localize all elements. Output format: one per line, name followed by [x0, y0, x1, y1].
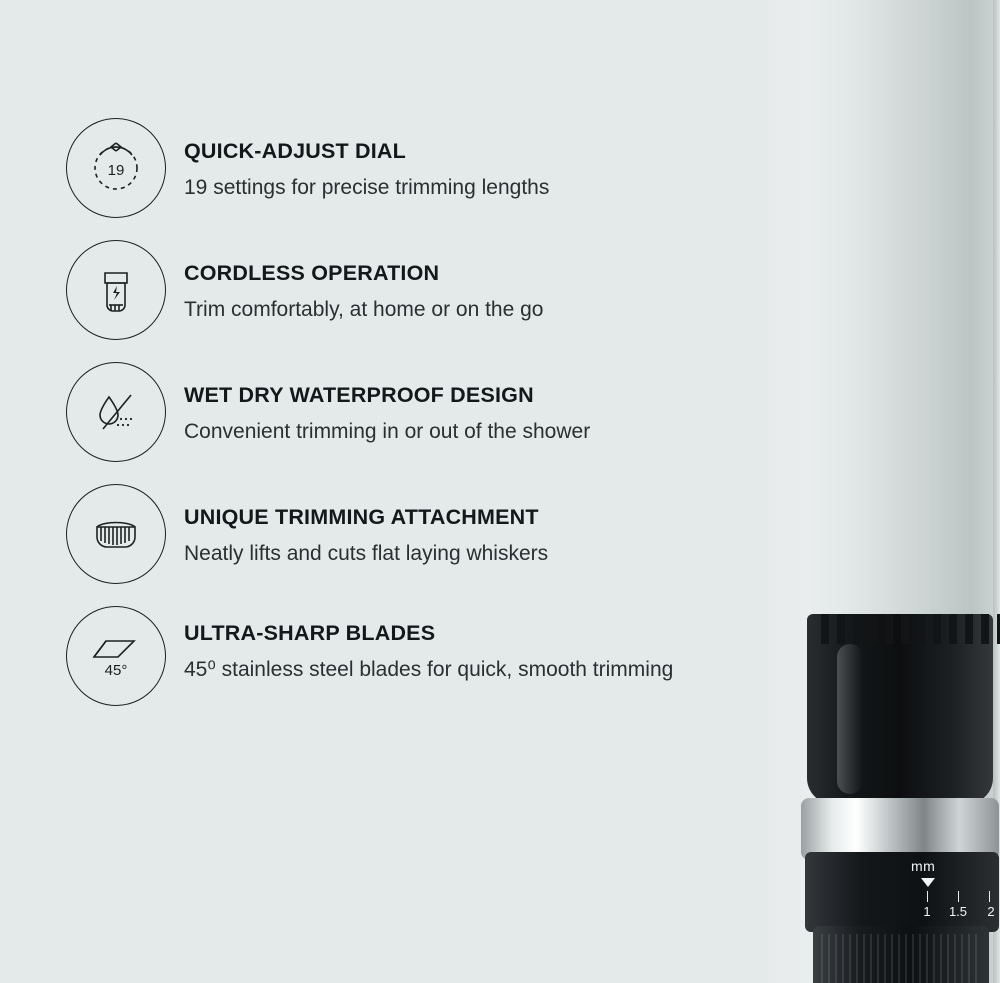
dial-number-1: 1: [923, 904, 931, 919]
trimmer-head: [807, 614, 993, 804]
feature-description: Trim comfortably, at home or on the go: [184, 297, 544, 321]
feature-description: 45⁰ stainless steel blades for quick, smooth trimming: [184, 657, 674, 681]
beard-trimmer-product-image: [795, 600, 1000, 983]
waterdrop-icon: [66, 362, 166, 462]
feature-item-trimming-attachment: [66, 484, 766, 584]
feature-description: Neatly lifts and cuts flat laying whiskers: [184, 541, 549, 565]
comb-attachment-icon: [66, 484, 166, 584]
dial-pointer-icon: [921, 878, 935, 887]
feature-description: 19 settings for precise trimming lengths: [184, 175, 550, 199]
feature-item-ultra-sharp-blades: [66, 606, 766, 706]
feature-text-block: [184, 240, 543, 324]
dial-number-3: 2: [987, 904, 995, 919]
comb-teeth: [821, 614, 1000, 644]
head-highlight: [837, 644, 863, 794]
chrome-ring: [801, 798, 999, 860]
feature-title: WET DRY WATERPROOF DESIGN: [184, 383, 534, 407]
feature-description: Convenient trimming in or out of the shower: [184, 419, 591, 443]
feature-list: [66, 118, 766, 706]
dial-number-2: 1.5: [948, 904, 968, 919]
blade-angle-value: 45°: [104, 662, 128, 679]
dial-ticks: [891, 891, 1000, 903]
feature-item-cordless-operation: [66, 240, 766, 340]
dial-icon-value: 19: [107, 162, 125, 179]
feature-title: ULTRA-SHARP BLADES: [184, 621, 436, 645]
feature-title: QUICK-ADJUST DIAL: [184, 139, 406, 163]
feature-text-block: [184, 118, 549, 202]
feature-item-quick-adjust-dial: [66, 118, 766, 218]
feature-text-block: [184, 606, 673, 684]
dial-unit-label: mm: [911, 858, 936, 874]
feature-text-block: [184, 484, 548, 568]
feature-title: CORDLESS OPERATION: [184, 261, 440, 285]
cordless-trimmer-icon: [66, 240, 166, 340]
dial-scale: [891, 858, 1000, 936]
blade-angle-icon: [66, 606, 166, 706]
dial-numbers: [891, 904, 1000, 922]
quick-adjust-dial-icon: [66, 118, 166, 218]
feature-item-waterproof-design: [66, 362, 766, 462]
feature-text-block: [184, 362, 590, 446]
feature-title: UNIQUE TRIMMING ATTACHMENT: [184, 505, 539, 529]
handle-grip-texture: [821, 934, 981, 983]
